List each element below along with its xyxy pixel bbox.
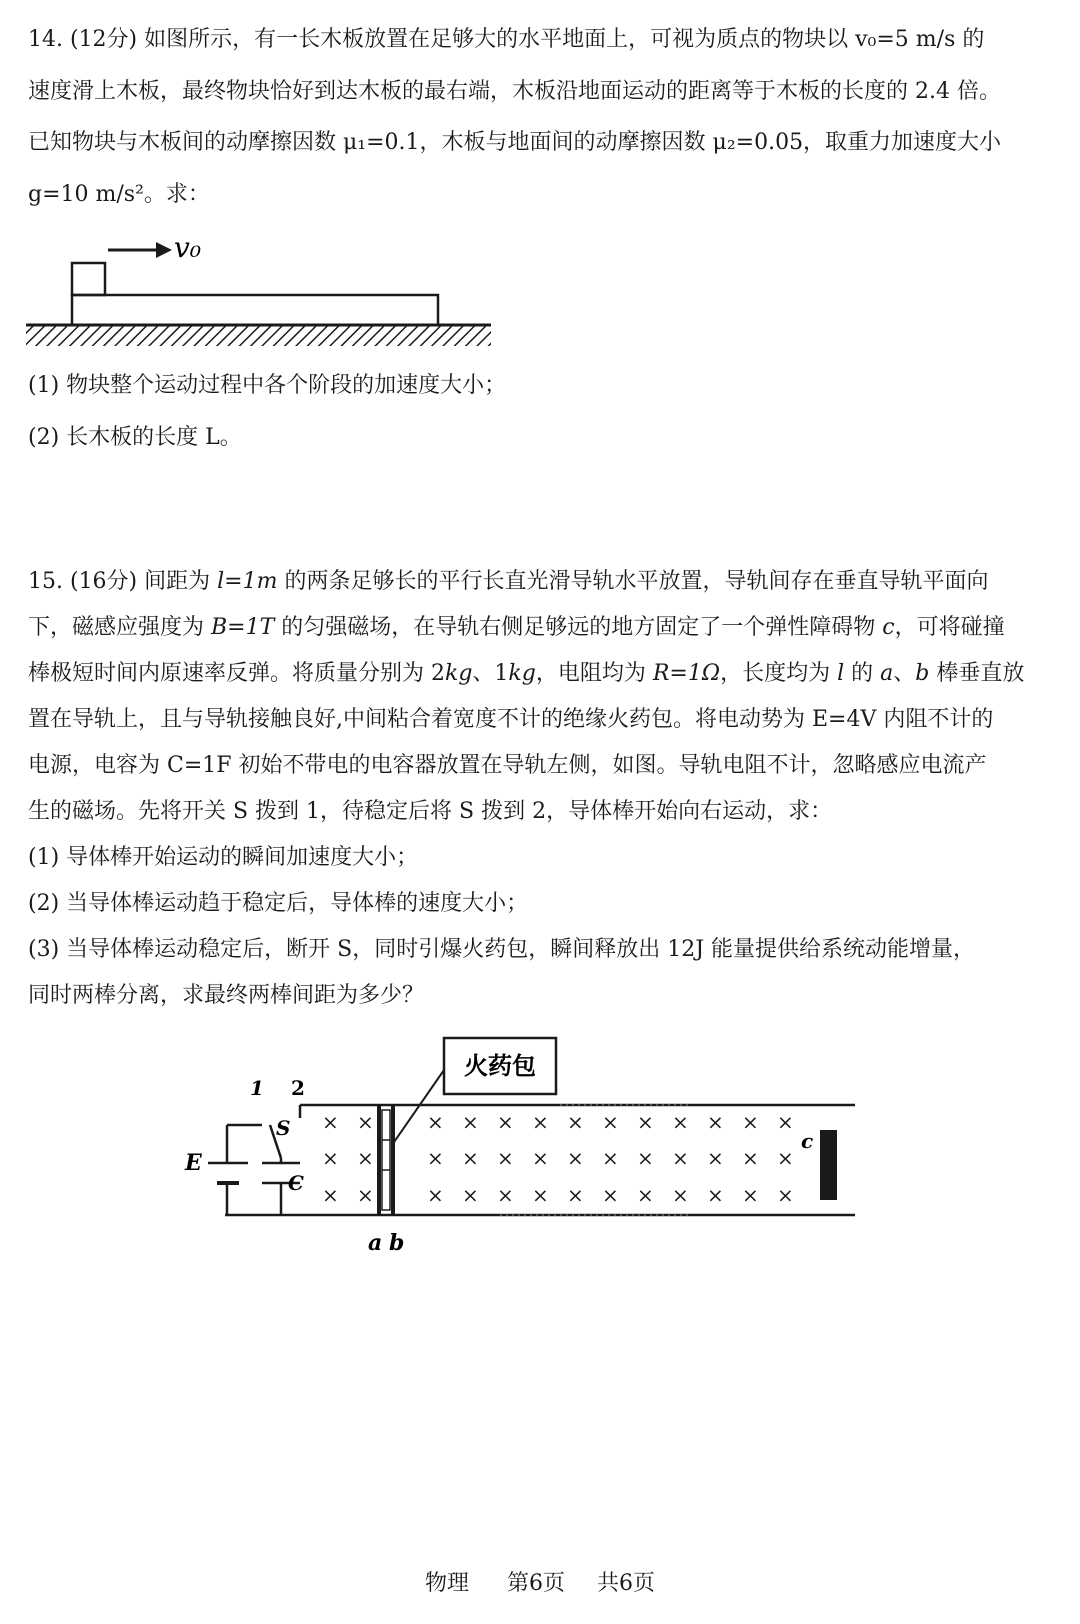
q15-l3-b2: b — [915, 661, 930, 686]
q15-line-1 — [28, 564, 988, 595]
q15-l3-f: 、 — [893, 661, 916, 686]
q15-var-l: l=1m — [217, 569, 278, 594]
field-cross: × — [637, 1146, 654, 1170]
rod-b — [391, 1105, 395, 1215]
q15-l3-b: 、1 — [472, 661, 509, 686]
q15-figure — [0, 1030, 1080, 1260]
powder-label: 火药包 — [464, 1051, 536, 1080]
rod-a — [377, 1105, 381, 1215]
field-cross: × — [777, 1110, 794, 1134]
field-cross: × — [602, 1183, 619, 1207]
field-cross: × — [637, 1183, 654, 1207]
q15-l3-a: 棒极短时间内原速率反弹。将质量分别为 2 — [28, 661, 445, 686]
field-cross: × — [357, 1110, 374, 1134]
q15-line-4: 置在导轨上，且与导轨接触良好,中间粘合着宽度不计的绝缘火药包。将电动势为 E=4V 内阻不计的 — [28, 707, 994, 732]
velocity-arrow-head — [156, 242, 172, 258]
label-b: b — [389, 1230, 405, 1256]
q15-line-5: 电源，电容为 C=1F 初始不带电的电容器放置在导轨左侧，如图。导轨电阻不计，忽略感应电流产 — [28, 753, 987, 778]
footer-total: 共6页 — [597, 1571, 655, 1596]
field-cross: × — [602, 1110, 619, 1134]
q15-line-2-c: ，可将碰撞 — [894, 615, 1005, 640]
q15-line-3 — [28, 656, 1024, 687]
label-a: a — [368, 1230, 383, 1256]
velocity-label: v₀ — [174, 231, 202, 264]
field-cross: × — [672, 1110, 689, 1134]
q14-line-3: 已知物块与木板间的动摩擦因数 μ₁=0.1，木板与地面间的动摩擦因数 μ₂=0.05，取重力加速度大小 — [28, 130, 1002, 155]
field-cross: × — [427, 1146, 444, 1170]
q14-figure — [20, 225, 500, 355]
q15-line-2-a: 下，磁感应强度为 — [28, 615, 211, 640]
field-cross: × — [427, 1110, 444, 1134]
field-cross: × — [532, 1146, 549, 1170]
obstacle-c — [820, 1130, 837, 1200]
long-plank — [72, 295, 438, 325]
footer-page: 第6页 — [507, 1571, 565, 1596]
label-switch-1: 1 — [250, 1076, 264, 1100]
field-cross: × — [567, 1110, 584, 1134]
q15-l3-l: l — [837, 661, 845, 686]
field-cross: × — [532, 1183, 549, 1207]
field-cross: × — [777, 1146, 794, 1170]
field-cross: × — [322, 1146, 339, 1170]
field-cross: × — [742, 1183, 759, 1207]
q15-l3-g: 棒垂直放 — [929, 661, 1025, 686]
q15-l3-e: 的 — [844, 661, 881, 686]
field-cross: × — [462, 1110, 479, 1134]
label-E: E — [185, 1150, 202, 1176]
field-cross: × — [322, 1183, 339, 1207]
q14-line-1: 14. (12分) 如图所示，有一长木板放置在足够大的水平地面上，可视为质点的物块以 v₀=5 m/s 的 — [28, 27, 985, 52]
q15-part-2: (2) 当导体棒运动趋于稳定后，导体棒的速度大小； — [28, 891, 529, 916]
q15-part-4: 同时两棒分离，求最终两棒间距为多少？ — [28, 983, 425, 1008]
footer — [0, 1566, 1080, 1597]
field-cross: × — [497, 1183, 514, 1207]
field-cross: × — [427, 1183, 444, 1207]
field-cross: × — [637, 1110, 654, 1134]
field-cross: × — [567, 1146, 584, 1170]
field-cross: × — [672, 1146, 689, 1170]
q15-l3-d: ，长度均为 — [720, 661, 838, 686]
field-cross: × — [462, 1146, 479, 1170]
q15-line-1-b: 的两条足够长的平行长直光滑导轨水平放置，导轨间存在垂直导轨平面向 — [277, 569, 989, 594]
label-switch-2: 2 — [291, 1076, 305, 1100]
footer-subject: 物理 — [424, 1571, 469, 1596]
field-cross: × — [707, 1146, 724, 1170]
field-cross: × — [707, 1183, 724, 1207]
q14-part-1: (1) 物块整个运动过程中各个阶段的加速度大小； — [28, 373, 507, 398]
field-cross: × — [707, 1110, 724, 1134]
q15-l3-R: R=1Ω — [652, 661, 721, 686]
small-block — [72, 263, 105, 295]
q14-line-2: 速度滑上木板，最终物块恰好到达木板的最右端，木板沿地面运动的距离等于木板的长度的 2.4 倍。 — [28, 79, 1001, 104]
ground-hatch — [26, 326, 491, 346]
field-cross: × — [497, 1146, 514, 1170]
q15-line-6: 生的磁场。先将开关 S 拨到 1，待稳定后将 S 拨到 2，导体棒开始向右运动，求： — [28, 799, 833, 824]
q15-l3-c: ，电阻均为 — [535, 661, 653, 686]
field-cross: × — [567, 1183, 584, 1207]
q15-var-c: c — [882, 615, 895, 640]
field-cross: × — [462, 1183, 479, 1207]
field-cross: × — [742, 1146, 759, 1170]
q15-line-2-b: 的匀强磁场，在导轨右侧足够远的地方固定了一个弹性障碍物 — [274, 615, 883, 640]
label-S: S — [276, 1116, 291, 1140]
q15-l3-kg2: kg — [508, 661, 536, 686]
q15-line-2 — [28, 610, 1005, 641]
field-cross: × — [497, 1110, 514, 1134]
q15-part-3: (3) 当导体棒运动稳定后，断开 S，同时引爆火药包，瞬间释放出 12J 能量提供给系统动能增量， — [28, 937, 976, 962]
field-cross: × — [532, 1110, 549, 1134]
field-cross: × — [672, 1183, 689, 1207]
field-cross: × — [357, 1183, 374, 1207]
gunpowder-pack — [382, 1110, 390, 1210]
q15-var-B: B=1T — [211, 615, 275, 640]
field-cross: × — [357, 1146, 374, 1170]
q15-l3-a2: a — [880, 661, 894, 686]
q15-part-1: (1) 导体棒开始运动的瞬间加速度大小； — [28, 845, 419, 870]
q14-part-2: (2) 长木板的长度 L。 — [28, 425, 242, 450]
field-cross: × — [602, 1146, 619, 1170]
q15-l3-kg1: kg — [445, 661, 473, 686]
q14-line-4: g=10 m/s²。求： — [28, 182, 210, 207]
label-c: c — [801, 1129, 814, 1153]
field-cross: × — [777, 1183, 794, 1207]
q15-line-1-a: 15. (16分) 间距为 — [28, 569, 218, 594]
field-cross: × — [322, 1110, 339, 1134]
field-cross: × — [742, 1110, 759, 1134]
label-C: C — [288, 1171, 304, 1195]
